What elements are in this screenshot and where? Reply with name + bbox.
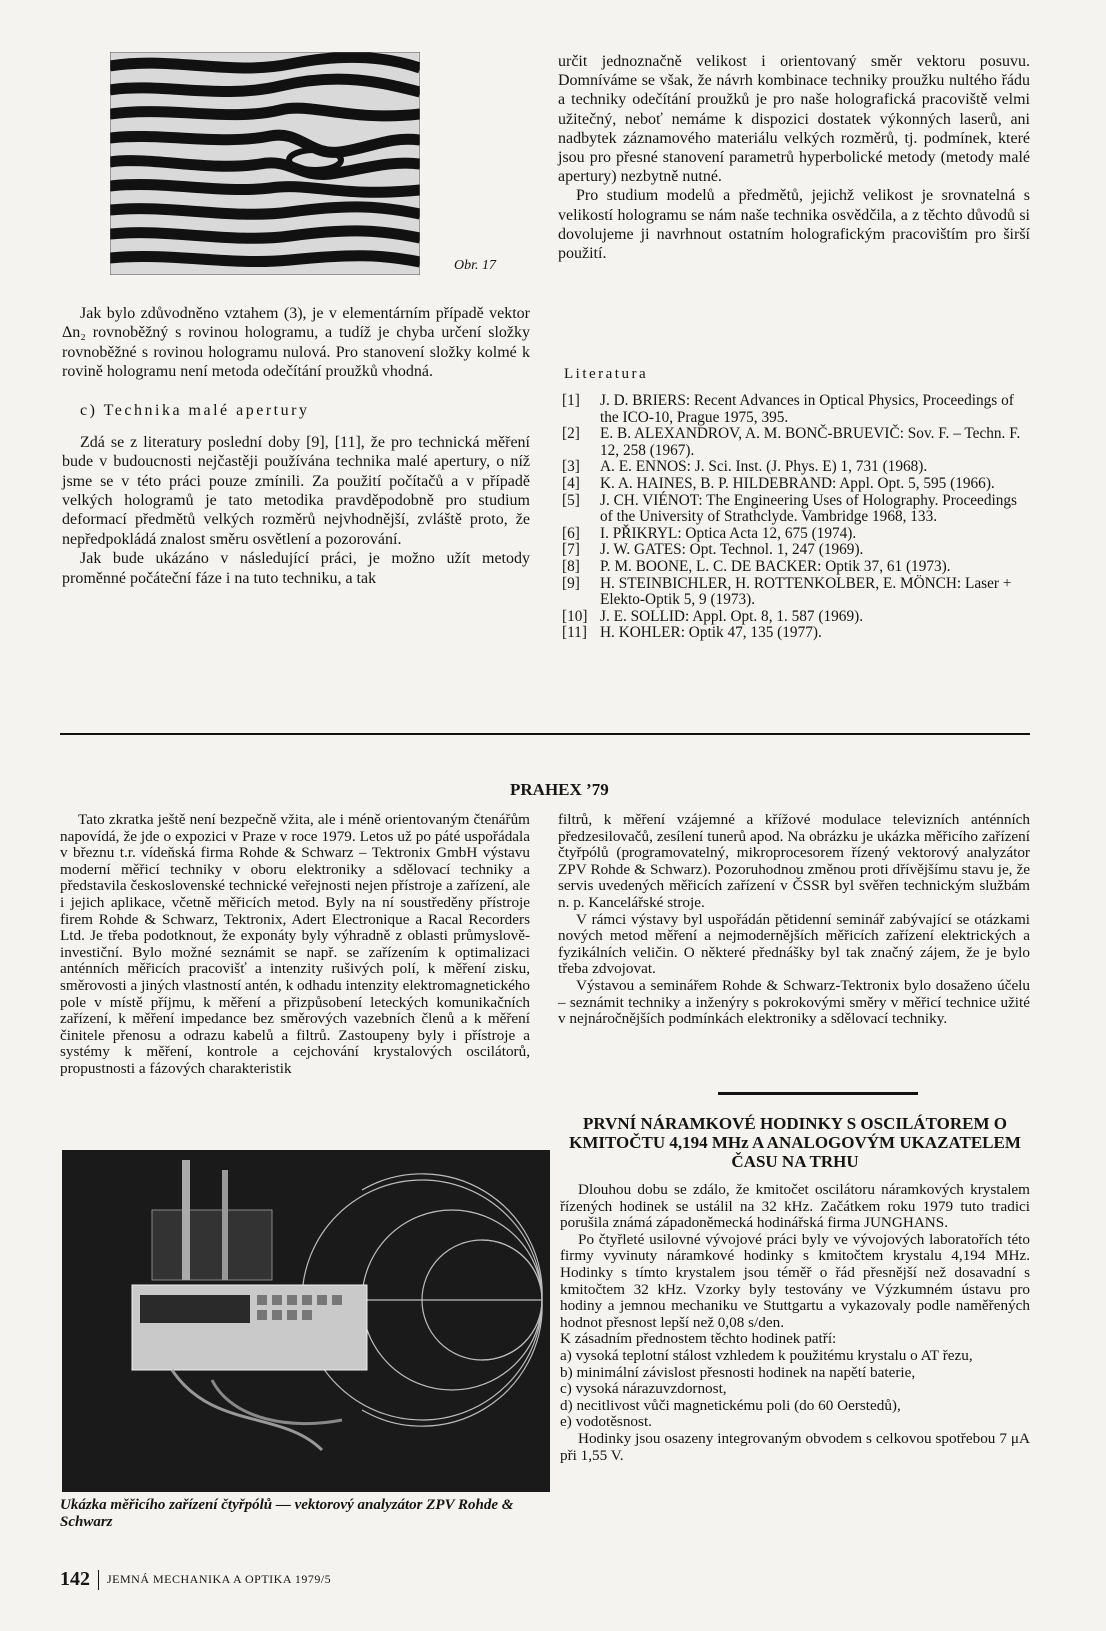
journal-name: JEMNÁ MECHANIKA A OPTIKA 1979/5	[107, 1572, 332, 1586]
analyzer-photo	[62, 1150, 550, 1492]
reference-item	[562, 426, 1030, 459]
paragraph: V rámci výstavy byl uspořádán pětidenní seminář zabývající se otázkami nových metod měření a nejmodernějších měřicích zařízení elektrických a fyzikálních veličin. O některé přednášky byl tak značný zájem, že je bylo třeba zdvojovat.	[558, 910, 1030, 978]
reference-list	[562, 393, 1030, 642]
reference-item	[562, 576, 1030, 609]
reference-number: [11]	[562, 624, 587, 642]
prahex-title: PRAHEX ’79	[510, 780, 609, 799]
reference-number: [9]	[562, 574, 580, 592]
reference-item	[562, 459, 1030, 476]
right-column	[558, 52, 1030, 263]
reference-number: [4]	[562, 474, 580, 492]
reference-text: J. D. BRIERS: Recent Advances in Optical Physics, Proceedings of the ICO-10, Prague 1975, 395.	[600, 392, 1014, 426]
reference-number: [10]	[562, 607, 588, 625]
reference-number: [3]	[562, 458, 580, 476]
watch-article-title	[560, 1114, 1030, 1171]
short-divider	[718, 1092, 918, 1095]
list-item: b) minimální závislost přesnosti hodinek na napětí baterie,	[560, 1363, 916, 1381]
paragraph: Jak bylo zdůvodněno vztahem (3), je v elementárním případě vektor Δn₂ rovnoběžný s rovinou hologramu, a tudíž je chyba určení složky rovnoběžné s rovinou hologramu nulová. Pro stanovení složky kolmé k rovině hologramu není metoda odečítání proužků vhodná.	[62, 305, 530, 381]
reference-text: I. PŘIKRYL: Optica Acta 12, 675 (1974).	[600, 524, 857, 542]
page-footer	[60, 1568, 331, 1591]
photo-caption: Ukázka měřicího zařízení čtyřpólů — vektorový analyzátor ZPV Rohde & Schwarz	[60, 1497, 514, 1530]
reference-text: J. E. SOLLID: Appl. Opt. 8, 1. 587 (1969).	[600, 607, 864, 625]
reference-number: [2]	[562, 425, 580, 443]
analyzer-photo-graphic	[62, 1150, 550, 1492]
list-item: a) vysoká teplotní stálost vzhledem k použitému krystalu o AT řezu,	[560, 1346, 973, 1364]
footer-separator	[98, 1570, 99, 1590]
reference-item	[562, 393, 1030, 426]
reference-text: P. M. BOONE, L. C. DE BACKER: Optik 37, 61 (1973).	[600, 557, 951, 575]
reference-number: [6]	[562, 524, 580, 542]
figure-label: Obr. 17	[454, 258, 497, 273]
reference-text: H. KOHLER: Optik 47, 135 (1977).	[600, 624, 822, 642]
reference-item	[562, 526, 1030, 543]
feature-list	[560, 1348, 1030, 1431]
reference-text: H. STEINBICHLER, H. ROTTENKOLBER, E. MÖNCH: Laser + Elekto-Optik 5, 9 (1973).	[600, 574, 1012, 609]
list-item: d) necitlivost vůči magnetickému poli (do 60 Oerstedů),	[560, 1396, 901, 1414]
reference-item	[562, 559, 1030, 576]
paragraph: Jak bude ukázáno v následující práci, je možno užít metody proměnné počáteční fáze i na tuto techniku, a tak	[62, 550, 530, 587]
reference-text: K. A. HAINES, B. P. HILDEBRAND: Appl. Opt. 5, 595 (1966).	[600, 474, 995, 492]
prahex-left-text	[60, 812, 530, 1078]
subheading: c) Technika malé apertury	[80, 401, 310, 419]
reference-item	[562, 476, 1030, 493]
paragraph: určit jednoznačně velikost i orientovaný směr vektoru posuvu. Domníváme se však, že návrh kombinace techniky proužku nultého řádu a techniky odečítání proužků je pro naše holografická pracoviště velmi užitečný, neboť nemáme k dispozici dostatek výkonných laserů, ani nadbytek záznamového materiálu velkých rozměrů, tj. podmínek, které jsou pro přesné stanovení parametrů hyperbolické metody (metody malé apertury) nezbytně nutné.	[558, 53, 1030, 186]
literature-heading: Literatura	[564, 366, 649, 382]
reference-text: A. E. ENNOS: J. Sci. Inst. (J. Phys. E) 1, 731 (1968).	[600, 458, 928, 476]
list-item: e) vodotěsnost.	[560, 1413, 652, 1431]
reference-number: [8]	[562, 557, 580, 575]
paragraph: Tato zkratka ještě není bezpečně vžita, ale i méně orientovaným čtenářům napovídá, že jde o expozici v Praze v roce 1979. Letos už po páté uspořádala v březnu t.r. vídeňská firma Rohde & Schwarz – Tektronix GmbH výstavu moderní měřicí techniky v oboru elektroniky a sdělovací techniky a představila československé technické veřejnosti nejen přístroje a zařízení, ale i jejich aplikace, včetně měřicích metod. Byly na ní soustředěny přístroje firem Rohde & Schwarz, Tektronix, Adert Electronique a Racal Recorders Ltd. Je třeba podotknout, že exponáty byly výhradně z oblasti průmyslově-investiční. Bylo možné seznámit se např. se zařízením k optimalizaci anténních měřicích pracovišť a intenzity rušivých polí, k měření zisku, směrovosti a jiných vlastností antén, k odhadu intenzity elektromagnetického pole v místě příjmu, k měření a přizpůsobení leteckých komunikačních zařízení, k měření impedance bez směrových vazebních členů a k měření činitele přenosu a odrazu kabelů a filtrů. Zastoupeny byly i přístroje a systémy k měření, kontrole a cejchování krystalových oscilátorů, propustnosti a fázových charakteristik	[60, 811, 530, 1077]
reference-number: [5]	[562, 491, 580, 509]
reference-number: [7]	[562, 541, 580, 559]
reference-item	[562, 542, 1030, 559]
reference-item	[562, 625, 1030, 642]
paragraph: K zásadním přednostem těchto hodinek patří:	[560, 1330, 837, 1348]
hologram-fringe-figure	[110, 52, 420, 275]
paragraph: Zdá se z literatury poslední doby [9], [11], že pro technická měření bude v budoucnosti nejčastěji používána technika malé apertury, o níž jsme se v této práci pouze zmínili. Za použití počítačů a v případě velkých hologramů je tato metodika pravděpodobně pro studium deformací předmětů velkých rozměrů nejvhodnější, zvláště proto, že nepředpokládá znalost směru osvětlení a pozorování.	[62, 433, 530, 548]
paragraph: Výstavou a seminářem Rohde & Schwarz-Tektronix bylo dosaženo účelu – seznámit techniky a inženýry s pokrokovými směry v měřicí technice užité v nejnáročnějších podmínkách elektroniky a sdělovací techniky.	[558, 976, 1030, 1028]
reference-number: [1]	[562, 392, 580, 409]
paragraph: Po čtyřleté usilovné vývojové práci byly ve vývojových laboratořích této firmy vyvinuty náramkové hodinky s kmitočtem krystalu 4,194 MHz. Hodinky s tímto krystalem jsou téměř o řád přesnější než dosavadní s kmitočtem 32 kHz. Vzorky byly testovány ve Výzkumném ústavu pro hodiny a jemnou mechaniku ve Stuttgartu a vykazovaly podle naměřených hodnot přesnost lepší než 0,08 s/den.	[560, 1230, 1030, 1331]
paragraph: filtrů, k měření vzájemné a křížové modulace televizních anténních předzesilovačů, zesílení tunerů apod. Na obrázku je ukázka měřicího zařízení čtyřpólů (programovatelný, mikroprocesorem řízený vektorový analyzátor ZPV Rohde & Schwarz). Pozoruhodnou změnou proti dřívějšímu stavu je, že servis uvedených měřicích zařízení v ČSSR byl svěřen technickým službám n. p. Kancelářské stroje.	[558, 811, 1030, 911]
paragraph: Dlouhou dobu se zdálo, že kmitočet oscilátoru náramkových krystalem řízených hodinek se ustálil na 32 kHz. Začátkem roku 1979 tuto tradici porušila známá západoněmecká hodinářská firma JUNGHANS.	[560, 1181, 1030, 1232]
reference-text: J. W. GATES: Opt. Technol. 1, 247 (1969).	[600, 541, 864, 559]
paragraph: Pro studium modelů a předmětů, jejichž velikost je srovnatelná s velikostí hologramu se nám naše technika osvědčila, a z těchto důvodů si dovolujeme ji navrhnout ostatním holografickým pracovištím pro širší použití.	[558, 187, 1030, 263]
watch-article-body	[560, 1182, 1030, 1464]
page-number: 142	[60, 1568, 90, 1590]
reference-item	[562, 609, 1030, 626]
fringe-pattern	[110, 52, 420, 275]
reference-item	[562, 493, 1030, 526]
list-item: c) vysoká nárazuvzdornost,	[560, 1380, 727, 1398]
reference-text: J. CH. VIÉNOT: The Engineering Uses of Holography. Proceedings of the University of Strathclyde. Vambridge 1968, 133.	[600, 491, 1017, 526]
article-title: PRVNÍ NÁRAMKOVÉ HODINKY S OSCILÁTOREM O KMITOČTU 4,194 MHz A ANALOGOVÝM UKAZATELEM ČASU NA TRHU	[569, 1114, 1021, 1171]
paragraph: Hodinky jsou osazeny integrovaným obvodem s celkovou spotřebou 7 μA při 1,55 V.	[560, 1429, 1030, 1464]
section-divider	[60, 733, 1030, 735]
prahex-right-text	[558, 812, 1030, 1028]
left-column	[62, 304, 530, 588]
reference-text: E. B. ALEXANDROV, A. M. BONČ-BRUEVIČ: Sov. F. – Techn. F. 12, 258 (1967).	[600, 425, 1021, 459]
